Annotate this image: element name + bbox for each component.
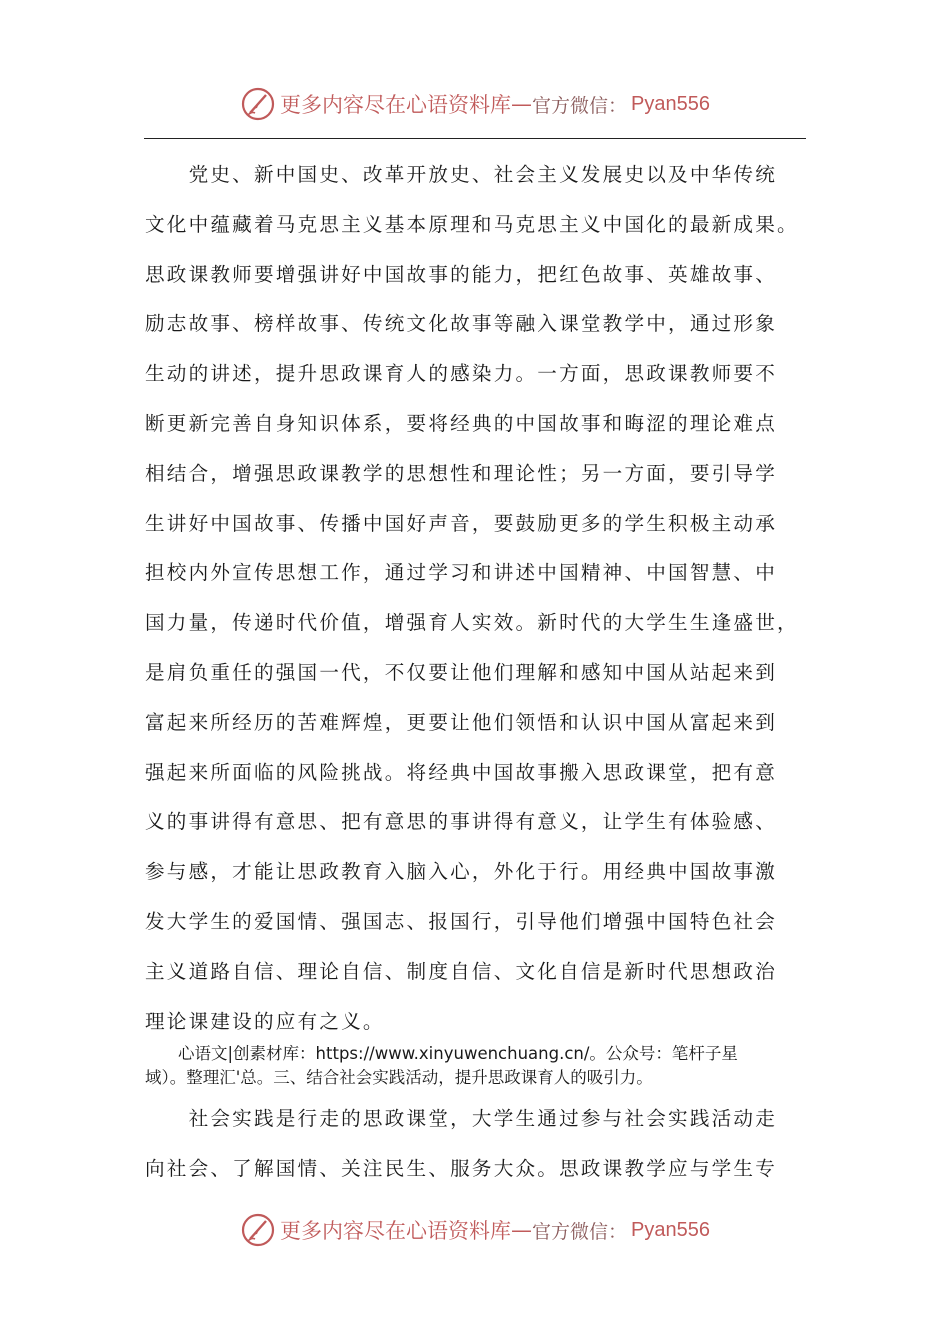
footer-banner — [0, 1210, 950, 1250]
footer-wechat-id: Pyan556 — [631, 1218, 710, 1241]
text-line: 相结合，增强思政课教学的思想性和理论性；另一方面，要引导学 — [145, 461, 778, 485]
header-banner — [0, 84, 950, 124]
source-note — [145, 1042, 805, 1090]
text-line: 生讲好中国故事、传播中国好声音，要鼓励更多的学生积极主动承 — [145, 511, 778, 535]
text-line: 是肩负重任的强国一代，不仅要让他们理解和感知中国从站起来到 — [145, 660, 778, 684]
text-line: 理论课建设的应有之义。 — [145, 1009, 385, 1033]
text-line: 主义道路自信、理论自信、制度自信、文化自信是新时代思想政治 — [145, 959, 778, 983]
header-promo-text: 更多内容尽在心语资料库 — [280, 93, 511, 117]
text-line: 富起来所经历的苦难辉煌，更要让他们领悟和认识中国从富起来到 — [145, 710, 778, 734]
header-wechat-id: Pyan556 — [631, 92, 710, 115]
quill-logo-icon — [240, 1212, 276, 1248]
second-paragraph — [145, 1094, 805, 1194]
text-line: 强起来所面临的风险挑战。将经典中国故事搬入思政课堂，把有意 — [145, 760, 778, 784]
footer-separator: — — [511, 1218, 532, 1242]
text-line: 发大学生的爱国情、强国志、报国行，引导他们增强中国特色社会 — [145, 909, 778, 933]
footer-official-label: 官方微信： — [532, 1220, 628, 1243]
text-line: 义的事讲得有意思、把有意思的事讲得有意义，让学生有体验感、 — [145, 810, 778, 834]
note-line: 心语文|创素材库：https://www.xinyuwenchuang.cn/。公众号：笔杆子星 — [145, 1044, 738, 1063]
main-paragraph — [145, 150, 805, 1046]
footer-promo-text: 更多内容尽在心语资料库 — [280, 1219, 511, 1243]
text-line: 文化中蕴藏着马克思主义基本原理和马克思主义中国化的最新成果。 — [145, 212, 799, 236]
header-divider — [144, 138, 806, 139]
text-line: 参与感，才能让思政教育入脑入心，外化于行。用经典中国故事激 — [145, 860, 778, 884]
text-line: 担校内外宣传思想工作，通过学习和讲述中国精神、中国智慧、中 — [145, 561, 778, 585]
text-line: 党史、新中国史、改革开放史、社会主义发展史以及中华传统 — [145, 163, 778, 186]
header-separator: — — [511, 92, 532, 116]
header-official-label: 官方微信： — [532, 94, 628, 117]
quill-logo-icon — [240, 86, 276, 122]
text-line: 国力量，传递时代价值，增强育人实效。新时代的大学生生逢盛世， — [145, 611, 799, 635]
text-line: 社会实践是行走的思政课堂，大学生通过参与社会实践活动走 — [145, 1107, 778, 1130]
note-line: 域）。整理汇'总。三、结合社会实践活动，提升思政课育人的吸引力。 — [145, 1068, 653, 1087]
text-line: 励志故事、榜样故事、传统文化故事等融入课堂教学中，通过形象 — [145, 312, 778, 336]
text-line: 生动的讲述，提升思政课育人的感染力。一方面，思政课教师要不 — [145, 362, 778, 386]
text-line: 断更新完善自身知识体系，要将经典的中国故事和晦涩的理论难点 — [145, 411, 778, 435]
text-line: 思政课教师要增强讲好中国故事的能力，把红色故事、英雄故事、 — [145, 262, 778, 286]
text-line: 向社会、了解国情、关注民生、服务大众。思政课教学应与学生专 — [145, 1156, 778, 1180]
